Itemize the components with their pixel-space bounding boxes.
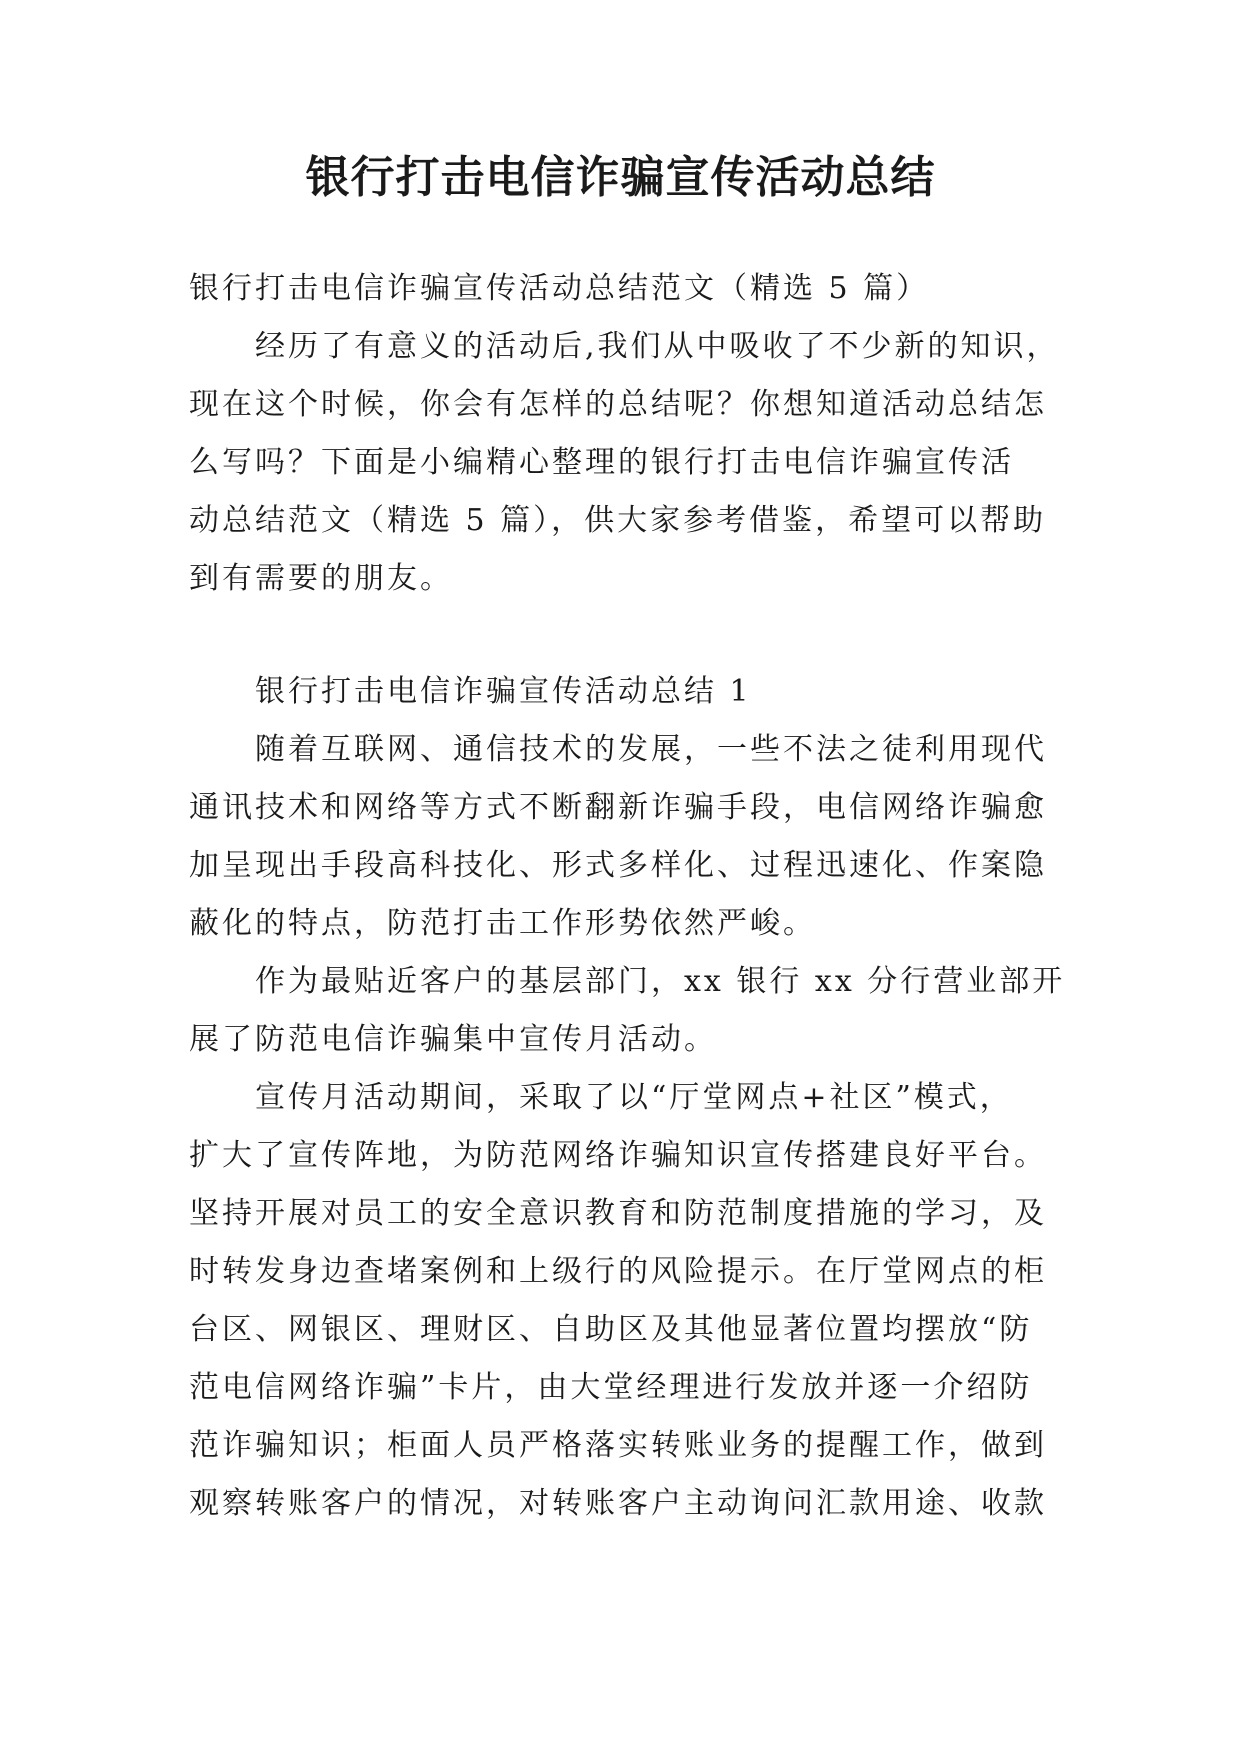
body-paragraph-3 — [189, 1069, 1069, 1533]
text-line: 观察转账客户的情况，对转账客户主动询问汇款用途、收款 — [189, 1486, 1047, 1521]
text-line: 作为最贴近客户的基层部门，xx 银行 xx 分行营业部开 — [255, 964, 1066, 999]
text-line: 范电信网络诈骗”卡片，由大堂经理进行发放并逐一介绍防 — [189, 1370, 1033, 1405]
text-line: 台区、网银区、理财区、自助区及其他显著位置均摆放“防 — [189, 1312, 1033, 1347]
document-subtitle: 银行打击电信诈骗宣传活动总结范文（精选 5 篇） — [189, 271, 930, 306]
text-line: 加呈现出手段高科技化、形式多样化、过程迅速化、作案隐 — [189, 848, 1047, 883]
text-line: 展了防范电信诈骗集中宣传月活动。 — [189, 1022, 717, 1057]
text-line: 么写吗？下面是小编精心整理的银行打击电信诈骗宣传活 — [189, 445, 1014, 480]
document-title: 银行打击电信诈骗宣传活动总结 — [305, 152, 936, 203]
body-paragraph-1 — [189, 721, 1069, 953]
text-line: 经历了有意义的活动后,我们从中吸收了不少新的知识， — [255, 329, 1060, 364]
text-line: 动总结范文（精选 5 篇），供大家参考借鉴，希望可以帮助 — [189, 503, 1047, 538]
text-line: 范诈骗知识；柜面人员严格落实转账业务的提醒工作，做到 — [189, 1428, 1047, 1463]
body-paragraph-2 — [189, 953, 1069, 1069]
document-body — [189, 260, 1069, 1533]
text-line: 扩大了宣传阵地，为防范网络诈骗知识宣传搭建良好平台。 — [189, 1138, 1047, 1173]
text-line: 到有需要的朋友。 — [189, 561, 453, 596]
text-line: 宣传月活动期间，采取了以“厅堂网点+社区”模式， — [255, 1080, 1013, 1115]
text-line: 蔽化的特点，防范打击工作形势依然严峻。 — [189, 906, 816, 941]
paragraph-gap — [189, 608, 1069, 663]
text-line: 坚持开展对员工的安全意识教育和防范制度措施的学习，及 — [189, 1196, 1047, 1231]
text-line: 时转发身边查堵案例和上级行的风险提示。在厅堂网点的柜 — [189, 1254, 1047, 1289]
text-line: 现在这个时候，你会有怎样的总结呢？你想知道活动总结怎 — [189, 387, 1047, 422]
section-heading: 银行打击电信诈骗宣传活动总结 1 — [255, 674, 752, 709]
text-line: 通讯技术和网络等方式不断翻新诈骗手段，电信网络诈骗愈 — [189, 790, 1047, 825]
text-line: 随着互联网、通信技术的发展，一些不法之徒利用现代 — [255, 732, 1047, 767]
intro-paragraph — [189, 318, 1069, 608]
